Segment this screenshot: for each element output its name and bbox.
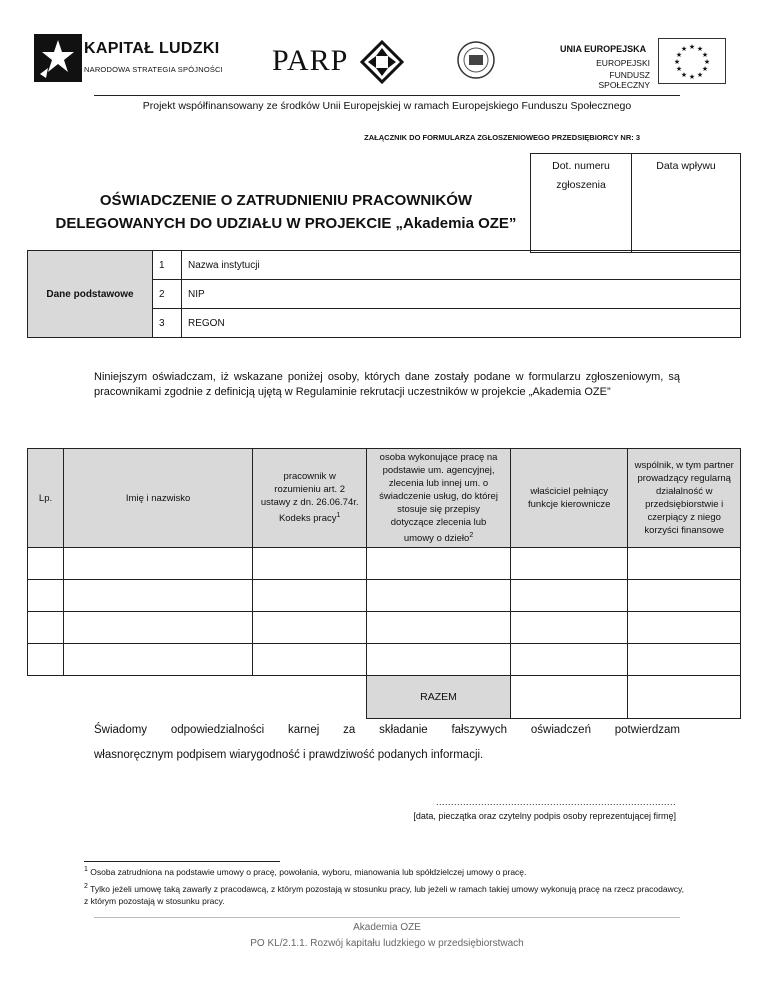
footer-program: PO KL/2.1.1. Rozwój kapitału ludzkiego w przedsiębiorstwach — [250, 938, 524, 949]
nip-field[interactable]: NIP — [182, 280, 741, 309]
cell[interactable] — [253, 644, 367, 676]
svg-text:★: ★ — [673, 58, 681, 66]
kapital-ludzki-subtitle: NARODOWA STRATEGIA SPÓJNOŚCI — [84, 65, 223, 74]
eu-flag-icon — [658, 38, 726, 84]
basic-row-number: 3 — [153, 309, 182, 338]
employees-table — [27, 448, 741, 719]
cell[interactable] — [367, 612, 511, 644]
empty-cell — [64, 676, 253, 719]
footnote-2: $^2$ Tylko jeżeli umowę taką zawarły z pracodawcą, z którym pozostają w stosunku pracy, lub jeżeli w ramach takiej umowy wykonują pracę na rzecz pracodawcy, z którym pozostają w stosunku pracy. — [84, 883, 684, 906]
regon-field[interactable]: REGON — [182, 309, 741, 338]
svg-text:★: ★ — [675, 65, 683, 73]
table-row — [28, 612, 741, 644]
svg-text:★: ★ — [696, 71, 704, 79]
submission-number-box[interactable] — [530, 153, 632, 253]
cell[interactable] — [510, 644, 627, 676]
statement-word: oświadczeń — [530, 724, 591, 736]
cell[interactable] — [28, 580, 64, 612]
cell[interactable] — [628, 644, 741, 676]
cofinancing-note: Projekt współfinansowany ze środków Unii Europejskiej w ramach Europejskiego Funduszu Społecznego — [142, 100, 632, 112]
total-owner-cell[interactable] — [510, 676, 627, 719]
svg-text:★: ★ — [680, 45, 688, 53]
signature-line[interactable]: ................................................................................ — [435, 797, 676, 807]
cell[interactable] — [64, 580, 253, 612]
cell[interactable] — [628, 580, 741, 612]
cell[interactable] — [28, 612, 64, 644]
submission-number-label-1: Dot. numeru — [552, 160, 610, 172]
svg-text:★: ★ — [703, 58, 711, 66]
cell[interactable] — [628, 612, 741, 644]
col-lp: Lp. — [28, 449, 64, 548]
document-title-line-2: DELEGOWANYCH DO UDZIAŁU W PROJEKCIE „Akademia OZE” — [55, 215, 517, 232]
cell[interactable] — [253, 580, 367, 612]
cell[interactable] — [367, 548, 511, 580]
statement-word: za — [343, 724, 356, 736]
statement-word: Świadomy — [94, 724, 148, 736]
svg-text:★: ★ — [680, 71, 688, 79]
col-name: Imię i nazwisko — [64, 449, 253, 548]
statement-word: potwierdzam — [614, 724, 680, 736]
eu-title: UNIA EUROPEJSKA — [560, 44, 647, 54]
statement-word: składanie — [379, 724, 428, 736]
statement-word: karnej — [288, 724, 320, 736]
cell[interactable] — [28, 548, 64, 580]
table-row — [28, 548, 741, 580]
cell[interactable] — [628, 548, 741, 580]
eu-line-2: FUNDUSZ SPOŁECZNY — [598, 70, 650, 90]
parp-logo-text: PARP — [272, 44, 349, 77]
eu-line-1: EUROPEJSKI — [596, 58, 650, 68]
cell[interactable] — [28, 644, 64, 676]
col-employee: pracownik w rozumieniu art. 2 ustawy z dn. 26.06.74r. Kodeks pracy$^1$ — [253, 449, 367, 548]
table-row — [28, 580, 741, 612]
svg-text:★: ★ — [696, 45, 704, 53]
footnote-1: $^1$ Osoba zatrudniona na podstawie umowy o pracę, powołania, wyboru, mianowania lub spółdzielczej umowy o pracę. — [84, 866, 527, 877]
empty-cell — [28, 676, 64, 719]
cell[interactable] — [64, 612, 253, 644]
institution-name-field[interactable]: Nazwa instytucji — [182, 251, 741, 280]
cell[interactable] — [253, 612, 367, 644]
svg-text:★: ★ — [675, 51, 683, 59]
cell[interactable] — [510, 612, 627, 644]
receipt-date-label: Data wpływu — [656, 160, 716, 172]
cell[interactable] — [64, 548, 253, 580]
kapital-ludzki-logo — [34, 34, 82, 82]
empty-cell — [253, 676, 367, 719]
cell[interactable] — [64, 644, 253, 676]
cell[interactable] — [253, 548, 367, 580]
svg-text:★: ★ — [688, 43, 696, 51]
total-partner-cell[interactable] — [628, 676, 741, 719]
declaration-text: Niniejszym oświadczam, iż wskazane poniżej osoby, których dane zostały podane w formularzu zgłoszeniowym, są pracownikami zgodnie z definicją ujętą w Regulaminie rekrutacji uczestników w projekcie „Akademia OZE” — [94, 371, 680, 398]
col-partner: wspólnik, w tym partner prowadzący regularną działalność w przedsiębiorstwie i czerpiący z niego korzyści finansowe — [628, 449, 741, 548]
col-owner: właściciel pełniący funkcje kierownicze — [510, 449, 627, 548]
attachment-label: ZAŁĄCZNIK DO FORMULARZA ZGŁOSZENIOWEGO PRZEDSIĘBIORCY NR: 3 — [364, 133, 640, 142]
receipt-date-box[interactable] — [631, 153, 741, 253]
footer-project: Akademia OZE — [353, 922, 421, 933]
svg-text:★: ★ — [688, 73, 696, 81]
total-row — [28, 676, 741, 719]
basic-row-number: 2 — [153, 280, 182, 309]
institution-seal-icon — [456, 40, 496, 80]
table-row — [28, 644, 741, 676]
cell[interactable] — [367, 644, 511, 676]
document-title-line-1: OŚWIADCZENIE O ZATRUDNIENIU PRACOWNIKÓW — [99, 192, 473, 209]
header-divider — [94, 95, 680, 96]
basic-row-number: 1 — [153, 251, 182, 280]
footer-divider — [94, 917, 680, 918]
statement-line-1 — [94, 724, 680, 736]
svg-text:★: ★ — [701, 65, 709, 73]
basic-data-label: Dane podstawowe — [28, 251, 153, 338]
parp-arrows-icon — [360, 40, 404, 84]
signature-caption: [data, pieczątka oraz czytelny podpis osoby reprezentującej firmę] — [413, 811, 676, 821]
col-agency: osoba wykonujące pracę na podstawie um. agencyjnej, zlecenia lub innej um. o świadczenie usług, do której stosuje się przepisy dotyczące zlecenia lub umowy o dzieło$^2$ — [367, 449, 511, 548]
footnote-divider — [84, 861, 280, 862]
total-label: RAZEM — [367, 676, 511, 719]
statement-line-2: własnoręcznym podpisem wiarygodność i prawdziwość podanych informacji. — [94, 749, 484, 761]
statement-word: fałszywych — [451, 724, 508, 736]
svg-text:★: ★ — [701, 51, 709, 59]
kapital-ludzki-title: KAPITAŁ LUDZKI — [84, 40, 220, 57]
cell[interactable] — [510, 580, 627, 612]
basic-data-table — [27, 250, 741, 338]
cell[interactable] — [367, 580, 511, 612]
cell[interactable] — [510, 548, 627, 580]
statement-word: odpowiedzialności — [170, 724, 265, 736]
submission-number-label-2: zgłoszenia — [556, 179, 606, 191]
